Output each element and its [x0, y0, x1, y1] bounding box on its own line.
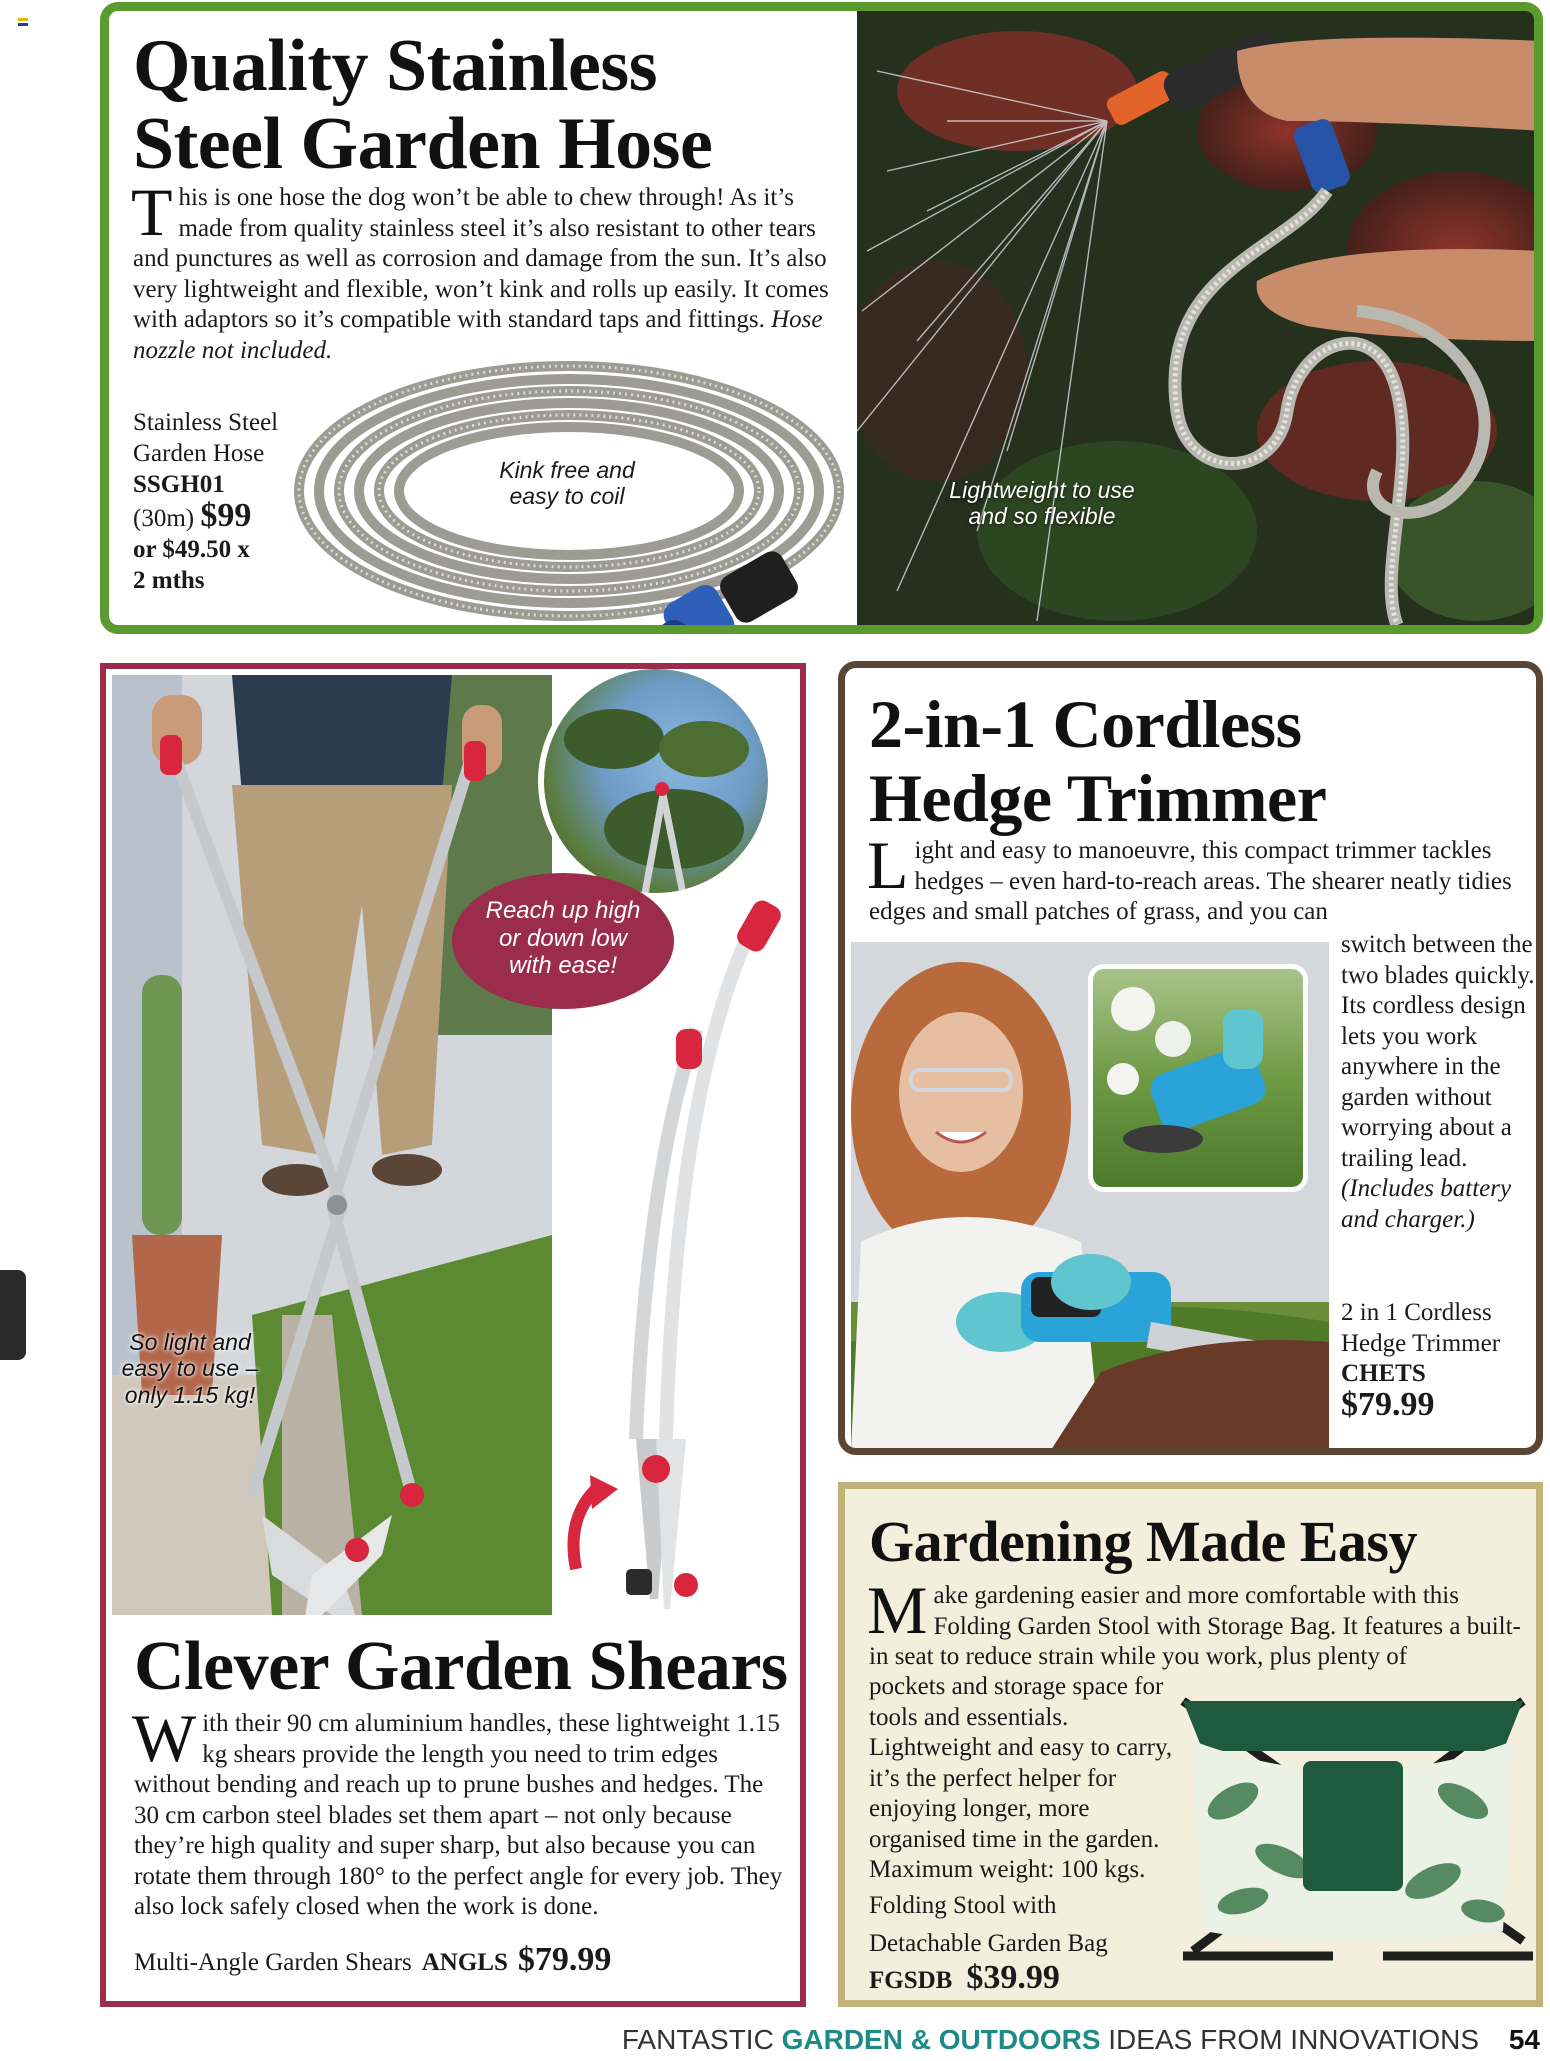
trimmer-product-name-1: 2 in 1 Cordless: [1341, 1299, 1492, 1326]
shears-inset-illustration: [544, 669, 774, 899]
hose-product-info: [133, 407, 353, 596]
shears-body: ith their 90 cm aluminium handles, these lightweight 1.15 kg shears provide the length you need to trim edges without bending and reach up to prune bushes and hedges. The 30 cm carbon steel blades set them apart – not only because they’re high quality and super sharp, but also because you can rotate them through 180° to the perfect angle for every job. They also lock safely closed when the work is done.: [134, 1710, 783, 1920]
hose-product-name-1: Stainless Steel: [133, 409, 279, 436]
hose-panel: [100, 2, 1543, 634]
hose-description: [131, 174, 833, 366]
hose-caption-coil: Kink free and easy to coil: [499, 457, 635, 510]
trimmer-product-code: CHETS: [1341, 1360, 1426, 1387]
stool-product-name-1: Folding Stool with: [869, 1892, 1057, 1919]
trimmer-body-top: ight and easy to manoeuvre, this compact trimmer tackles hedges – even hard-to-reach areas. The shearer neatly tidies edges and small patches of grass, and you can: [869, 837, 1512, 925]
stool-description-top: [867, 1572, 1529, 1673]
shears-caption-reach: Reach up high or down low with ease!: [485, 897, 641, 980]
trimmer-includes-note: (Includes battery and charger.): [1341, 1175, 1512, 1233]
stool-panel: [838, 1482, 1543, 2007]
trimmer-title-line1: 2-in-1 Cordless: [869, 686, 1302, 762]
trimmer-description-top: [867, 827, 1529, 928]
hose-title-line1: Quality Stainless: [133, 25, 657, 107]
page-footer: [560, 2024, 1540, 2060]
shears-product-code: ANGLS: [421, 1949, 508, 1976]
trimmer-inset-illustration: [1093, 969, 1303, 1187]
hose-dropcap: T: [131, 174, 173, 250]
hose-photo-illustration: [857, 11, 1543, 625]
stool-product-code: FGSDB: [869, 1967, 953, 1994]
trimmer-product-info: [1341, 1298, 1541, 1423]
stool-dropcap: M: [867, 1572, 928, 1648]
shears-product-name: Multi-Angle Garden Shears: [134, 1949, 412, 1976]
hose-title: [133, 25, 873, 185]
stool-product-name-2: Detachable Garden Bag: [869, 1930, 1108, 1957]
hose-size: (30m): [133, 505, 195, 532]
trimmer-price: $79.99: [1341, 1385, 1435, 1423]
shears-price: $79.99: [517, 1941, 612, 1978]
trimmer-product-name-2: Hedge Trimmer: [1341, 1329, 1501, 1357]
shears-caption-light: So light and easy to use – only 1.15 kg!: [121, 1329, 259, 1408]
page-corner-mark: [18, 18, 28, 26]
shears-panel: [100, 663, 806, 2007]
shears-inset-photo: [538, 663, 774, 899]
hose-spray-photo: [857, 11, 1543, 625]
shears-dropcap: W: [132, 1700, 197, 1776]
trimmer-description-side: [1341, 930, 1541, 1235]
hose-body: his is one hose the dog won’t be able to chew through! As it’s made from quality stainless steel it’s also resistant to other tears and punctures as well as corrosion and damage from the sun. It’s also very lightweight and flexible, won’t kink and rolls up easily. It comes with adaptors so it’s compatible with standard taps and fittings.: [133, 184, 829, 333]
hose-price-row: [133, 497, 353, 534]
footer-tail: IDEAS FROM INNOVATIONS: [1108, 2024, 1480, 2055]
shears-title: Clever Garden Shears: [134, 1628, 788, 1705]
stool-body-top: ake gardening easier and more comfortable with this Folding Garden Stool with Storage Bag. It features a built-in seat to reduce strain while you work, plus plenty of: [869, 1582, 1521, 1670]
hose-price: $99: [200, 497, 252, 534]
offpage-item-sliver: [0, 1270, 26, 1360]
stool-price: $39.99: [966, 1959, 1060, 1996]
hose-product-code: SSGH01: [133, 471, 225, 498]
trimmer-title: [869, 686, 1529, 836]
shears-person-photo: [112, 675, 552, 1615]
footer-lead: FANTASTIC: [621, 2024, 774, 2055]
hose-title-line2: Steel Garden Hose: [133, 103, 713, 185]
stool-title: Gardening Made Easy: [869, 1509, 1417, 1574]
stool-price-row: [869, 1959, 1229, 1997]
hose-note: Hose nozzle not included.: [133, 306, 823, 364]
stool-description-side: [869, 1672, 1179, 1886]
shears-person-illustration: [112, 675, 552, 1615]
hose-installment-1: or $49.50 x: [133, 536, 250, 563]
shears-product-row: [134, 1941, 794, 1979]
trimmer-title-line2: Hedge Trimmer: [869, 760, 1327, 836]
footer-category: GARDEN & OUTDOORS: [781, 2024, 1101, 2055]
shears-description: [132, 1700, 784, 1923]
trimmer-body-side: switch between the two blades quickly. Its cordless design lets you work anywhere in the garden without worrying about a trailing lead.: [1341, 931, 1535, 1172]
trimmer-panel: [838, 661, 1543, 1455]
stool-body-side: pockets and storage space for tools and essentials. Lightweight and easy to carry, it’s the perfect helper for enjoying longer, more organised time in the garden. Maximum weight: 100 kgs.: [869, 1673, 1173, 1883]
hose-product-name-2: Garden Hose: [133, 440, 265, 467]
hose-caption-flexible: Lightweight to use and so flexible: [949, 477, 1135, 530]
trimmer-dropcap: L: [867, 827, 909, 903]
trimmer-inset-photo: [1088, 964, 1308, 1192]
stool-product-info: [869, 1887, 1229, 1997]
hose-installment-2: 2 mths: [133, 567, 205, 594]
page-number: 54: [1508, 2024, 1540, 2055]
